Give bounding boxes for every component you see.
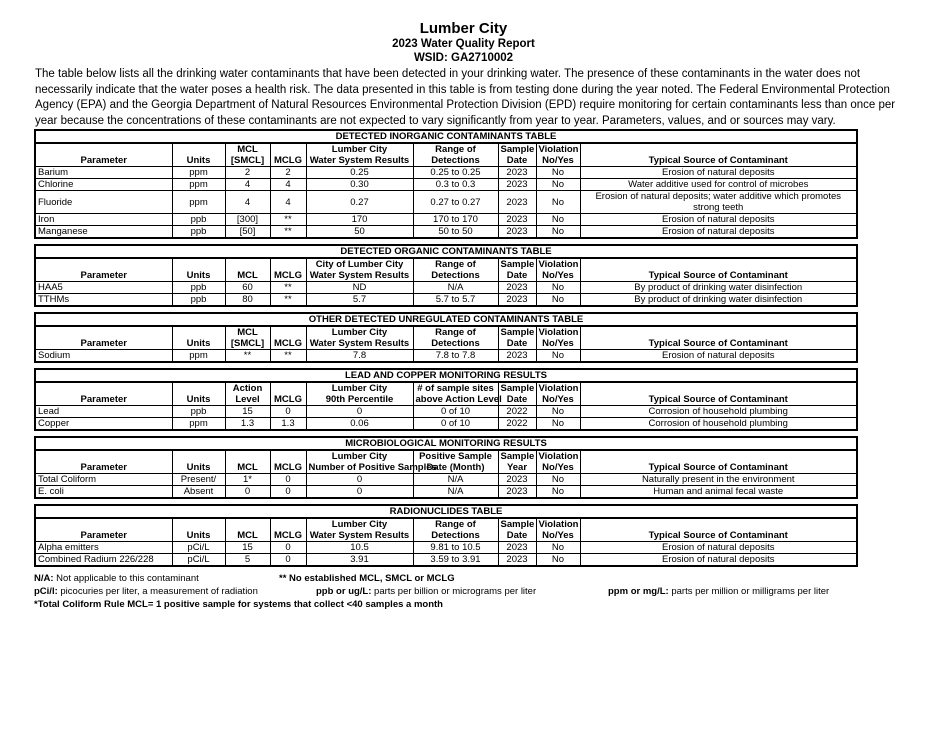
contaminant-table bbox=[34, 368, 858, 431]
table-cell: Present/ bbox=[172, 474, 225, 486]
table-cell: 0 bbox=[270, 486, 306, 499]
column-header bbox=[580, 518, 857, 530]
table-cell: 1.3 bbox=[270, 418, 306, 431]
column-header: Date bbox=[498, 155, 536, 167]
table-cell: 0 bbox=[306, 474, 413, 486]
column-header: No/Yes bbox=[536, 530, 580, 542]
table-cell: 0 bbox=[306, 486, 413, 499]
table-cell: No bbox=[536, 486, 580, 499]
column-header bbox=[35, 143, 172, 155]
table-cell: 0 of 10 bbox=[413, 406, 498, 418]
table-cell: 0 bbox=[270, 554, 306, 567]
column-header: Lumber City bbox=[306, 143, 413, 155]
table-cell: 0 bbox=[270, 542, 306, 554]
table-cell: 10.5 bbox=[306, 542, 413, 554]
table-cell: 0.27 bbox=[306, 191, 413, 214]
column-header bbox=[580, 258, 857, 270]
table-cell: 2023 bbox=[498, 474, 536, 486]
table-cell: [300] bbox=[225, 214, 270, 226]
column-header: Date bbox=[498, 338, 536, 350]
table-cell: Erosion of natural deposits bbox=[580, 214, 857, 226]
report-wsid: WSID: GA2710002 bbox=[413, 52, 514, 64]
table-cell: No bbox=[536, 226, 580, 239]
column-header: Sample bbox=[498, 518, 536, 530]
table-cell: 4 bbox=[225, 179, 270, 191]
table-cell: 50 to 50 bbox=[413, 226, 498, 239]
table-title: DETECTED ORGANIC CONTAMINANTS TABLE bbox=[35, 245, 857, 258]
table-row bbox=[35, 214, 857, 226]
table-cell: 2023 bbox=[498, 167, 536, 179]
table-title: MICROBIOLOGICAL MONITORING RESULTS bbox=[35, 437, 857, 450]
column-header: Units bbox=[172, 270, 225, 282]
table-cell: Total Coliform bbox=[35, 474, 172, 486]
contaminant-table bbox=[34, 504, 858, 567]
column-header: Units bbox=[172, 155, 225, 167]
column-header: No/Yes bbox=[536, 394, 580, 406]
table-cell: 2023 bbox=[498, 282, 536, 294]
table-cell: ppm bbox=[172, 191, 225, 214]
column-header: Typical Source of Contaminant bbox=[580, 270, 857, 282]
table-title: RADIONUCLIDES TABLE bbox=[35, 505, 857, 518]
table-cell: 2023 bbox=[498, 294, 536, 307]
column-header: Action bbox=[225, 382, 270, 394]
table-cell: N/A bbox=[413, 474, 498, 486]
column-header: Units bbox=[172, 394, 225, 406]
column-header: City of Lumber City bbox=[306, 258, 413, 270]
table-cell: 0 of 10 bbox=[413, 418, 498, 431]
column-header bbox=[172, 258, 225, 270]
table-cell: 50 bbox=[306, 226, 413, 239]
table-cell: 0.06 bbox=[306, 418, 413, 431]
table-cell: 80 bbox=[225, 294, 270, 307]
table-cell: Chlorine bbox=[35, 179, 172, 191]
table-cell: 7.8 to 7.8 bbox=[413, 350, 498, 363]
table-cell: [50] bbox=[225, 226, 270, 239]
contaminant-table bbox=[34, 244, 858, 307]
table-cell: Lead bbox=[35, 406, 172, 418]
table-cell: ** bbox=[270, 350, 306, 363]
column-header: Sample bbox=[498, 326, 536, 338]
column-header: Typical Source of Contaminant bbox=[580, 462, 857, 474]
column-header: [SMCL] bbox=[225, 338, 270, 350]
column-header bbox=[172, 326, 225, 338]
table-cell: pCi/L bbox=[172, 542, 225, 554]
table-cell: ** bbox=[270, 282, 306, 294]
table-cell: 0 bbox=[306, 406, 413, 418]
column-header bbox=[270, 382, 306, 394]
table-cell: 4 bbox=[225, 191, 270, 214]
column-header: MCLG bbox=[270, 462, 306, 474]
column-header: Sample bbox=[498, 143, 536, 155]
column-header bbox=[172, 450, 225, 462]
column-header: Lumber City bbox=[306, 382, 413, 394]
table-cell: No bbox=[536, 214, 580, 226]
column-header: Parameter bbox=[35, 530, 172, 542]
table-cell: 0 bbox=[270, 406, 306, 418]
column-header: Date (Month) bbox=[413, 462, 498, 474]
table-cell: ppb bbox=[172, 282, 225, 294]
table-row bbox=[35, 554, 857, 567]
column-header: Water System Results bbox=[306, 338, 413, 350]
table-cell: E. coli bbox=[35, 486, 172, 499]
table-cell: Water additive used for control of microbes bbox=[580, 179, 857, 191]
table-cell: ppb bbox=[172, 226, 225, 239]
column-header: Positive Sample bbox=[413, 450, 498, 462]
table-row bbox=[35, 474, 857, 486]
column-header bbox=[270, 258, 306, 270]
table-cell: 0.3 to 0.3 bbox=[413, 179, 498, 191]
column-header: Sample bbox=[498, 258, 536, 270]
column-header bbox=[270, 326, 306, 338]
table-cell: Combined Radium 226/228 bbox=[35, 554, 172, 567]
table-cell: Erosion of natural deposits bbox=[580, 542, 857, 554]
column-header: Year bbox=[498, 462, 536, 474]
footnotes bbox=[34, 572, 894, 611]
table-cell: ** bbox=[270, 294, 306, 307]
table-cell: 7.8 bbox=[306, 350, 413, 363]
table-cell: ppb bbox=[172, 294, 225, 307]
column-header: Range of bbox=[413, 518, 498, 530]
column-header: 90th Percentile bbox=[306, 394, 413, 406]
column-header: Level bbox=[225, 394, 270, 406]
table-cell: 170 to 170 bbox=[413, 214, 498, 226]
table-cell: 4 bbox=[270, 191, 306, 214]
table-cell: Alpha emitters bbox=[35, 542, 172, 554]
table-cell: HAA5 bbox=[35, 282, 172, 294]
column-header: Typical Source of Contaminant bbox=[580, 530, 857, 542]
column-header: MCL bbox=[225, 270, 270, 282]
table-cell: 1.3 bbox=[225, 418, 270, 431]
column-header: Units bbox=[172, 462, 225, 474]
footnote-no-established: ** No established MCL, SMCL or MCLG bbox=[279, 573, 455, 584]
column-header: [SMCL] bbox=[225, 155, 270, 167]
table-cell: 5.7 to 5.7 bbox=[413, 294, 498, 307]
table-cell: Iron bbox=[35, 214, 172, 226]
table-cell: ppm bbox=[172, 167, 225, 179]
column-header: Violation bbox=[536, 518, 580, 530]
table-cell: Corrosion of household plumbing bbox=[580, 418, 857, 431]
column-header bbox=[35, 258, 172, 270]
column-header: Lumber City bbox=[306, 326, 413, 338]
table-title: DETECTED INORGANIC CONTAMINANTS TABLE bbox=[35, 130, 857, 143]
table-cell: 2 bbox=[270, 167, 306, 179]
column-header: Date bbox=[498, 530, 536, 542]
column-header: Date bbox=[498, 270, 536, 282]
table-cell: Erosion of natural deposits bbox=[580, 226, 857, 239]
column-header: # of sample sites bbox=[413, 382, 498, 394]
column-header bbox=[35, 518, 172, 530]
column-header: Sample bbox=[498, 450, 536, 462]
column-header: No/Yes bbox=[536, 270, 580, 282]
table-cell: 2 bbox=[225, 167, 270, 179]
table-cell: 9.81 to 10.5 bbox=[413, 542, 498, 554]
column-header: MCLG bbox=[270, 155, 306, 167]
table-cell: No bbox=[536, 474, 580, 486]
table-row bbox=[35, 486, 857, 499]
table-cell: ** bbox=[270, 226, 306, 239]
table-cell: Naturally present in the environment bbox=[580, 474, 857, 486]
table-cell: 4 bbox=[270, 179, 306, 191]
column-header bbox=[35, 450, 172, 462]
column-header: MCLG bbox=[270, 530, 306, 542]
column-header: Detections bbox=[413, 530, 498, 542]
column-header bbox=[270, 518, 306, 530]
column-header: Typical Source of Contaminant bbox=[580, 338, 857, 350]
table-row bbox=[35, 226, 857, 239]
column-header: MCLG bbox=[270, 270, 306, 282]
column-header: Units bbox=[172, 338, 225, 350]
table-row bbox=[35, 418, 857, 431]
column-header: Parameter bbox=[35, 270, 172, 282]
report-title: Lumber City bbox=[419, 20, 508, 37]
table-cell: 2023 bbox=[498, 214, 536, 226]
footnote-na: N/A: Not applicable to this contaminant bbox=[34, 573, 199, 584]
table-row bbox=[35, 350, 857, 363]
table-row bbox=[35, 179, 857, 191]
table-cell: 0.25 bbox=[306, 167, 413, 179]
table-cell: 15 bbox=[225, 542, 270, 554]
column-header bbox=[172, 382, 225, 394]
column-header: MCLG bbox=[270, 394, 306, 406]
table-row bbox=[35, 167, 857, 179]
contaminant-table bbox=[34, 129, 858, 239]
column-header bbox=[225, 450, 270, 462]
column-header bbox=[270, 450, 306, 462]
table-cell: By product of drinking water disinfection bbox=[580, 294, 857, 307]
table-cell: No bbox=[536, 418, 580, 431]
table-cell: 2022 bbox=[498, 418, 536, 431]
table-cell: 3.59 to 3.91 bbox=[413, 554, 498, 567]
table-cell: ND bbox=[306, 282, 413, 294]
table-cell: No bbox=[536, 554, 580, 567]
table-row bbox=[35, 191, 857, 214]
column-header: above Action Level bbox=[413, 394, 498, 406]
column-header bbox=[225, 258, 270, 270]
table-cell: Copper bbox=[35, 418, 172, 431]
table-row bbox=[35, 542, 857, 554]
column-header: Water System Results bbox=[306, 155, 413, 167]
column-header: Detections bbox=[413, 270, 498, 282]
column-header: MCL bbox=[225, 462, 270, 474]
column-header: Violation bbox=[536, 382, 580, 394]
table-cell: No bbox=[536, 167, 580, 179]
column-header: Water System Results bbox=[306, 530, 413, 542]
table-cell: Fluoride bbox=[35, 191, 172, 214]
table-cell: 2023 bbox=[498, 350, 536, 363]
column-header: No/Yes bbox=[536, 462, 580, 474]
table-cell: 5.7 bbox=[306, 294, 413, 307]
column-header bbox=[225, 518, 270, 530]
table-cell: No bbox=[536, 294, 580, 307]
column-header: Violation bbox=[536, 143, 580, 155]
table-cell: 5 bbox=[225, 554, 270, 567]
column-header: Water System Results bbox=[306, 270, 413, 282]
table-cell: No bbox=[536, 350, 580, 363]
footnote-coliform: *Total Coliform Rule MCL= 1 positive sample for systems that collect <40 samples a month bbox=[34, 599, 443, 610]
table-cell: ppm bbox=[172, 179, 225, 191]
table-row bbox=[35, 406, 857, 418]
table-cell: N/A bbox=[413, 486, 498, 499]
column-header bbox=[580, 382, 857, 394]
column-header: Parameter bbox=[35, 155, 172, 167]
table-cell: No bbox=[536, 282, 580, 294]
column-header: Range of bbox=[413, 326, 498, 338]
column-header: Lumber City bbox=[306, 518, 413, 530]
table-cell: ppm bbox=[172, 350, 225, 363]
column-header bbox=[35, 326, 172, 338]
table-cell: Corrosion of household plumbing bbox=[580, 406, 857, 418]
column-header: Typical Source of Contaminant bbox=[580, 394, 857, 406]
tables-container bbox=[0, 129, 927, 567]
column-header bbox=[35, 382, 172, 394]
table-cell: Erosion of natural deposits; water additive which promotes strong teeth bbox=[580, 191, 857, 214]
column-header: MCL bbox=[225, 326, 270, 338]
table-cell: ppm bbox=[172, 418, 225, 431]
table-row bbox=[35, 282, 857, 294]
table-title: LEAD AND COPPER MONITORING RESULTS bbox=[35, 369, 857, 382]
column-header bbox=[580, 450, 857, 462]
table-cell: 2023 bbox=[498, 486, 536, 499]
column-header: Parameter bbox=[35, 394, 172, 406]
table-cell: TTHMs bbox=[35, 294, 172, 307]
table-row bbox=[35, 294, 857, 307]
table-cell: 1* bbox=[225, 474, 270, 486]
table-cell: 2023 bbox=[498, 554, 536, 567]
column-header: Range of bbox=[413, 258, 498, 270]
table-title: OTHER DETECTED UNREGULATED CONTAMINANTS TABLE bbox=[35, 313, 857, 326]
table-cell: pCi/L bbox=[172, 554, 225, 567]
footnote-ppb: ppb or ug/L: parts per billion or micrograms per liter bbox=[316, 586, 537, 597]
table-cell: 2022 bbox=[498, 406, 536, 418]
table-cell: Barium bbox=[35, 167, 172, 179]
table-cell: ** bbox=[225, 350, 270, 363]
column-header: Violation bbox=[536, 258, 580, 270]
table-cell: No bbox=[536, 191, 580, 214]
column-header: Parameter bbox=[35, 338, 172, 350]
table-cell: 0 bbox=[225, 486, 270, 499]
contaminant-table bbox=[34, 312, 858, 363]
column-header: Range of bbox=[413, 143, 498, 155]
column-header: Parameter bbox=[35, 462, 172, 474]
report-subtitle: 2023 Water Quality Report bbox=[392, 38, 535, 50]
column-header: Violation bbox=[536, 326, 580, 338]
table-cell: N/A bbox=[413, 282, 498, 294]
column-header bbox=[172, 143, 225, 155]
footnote-pci: pCi/l: picocuries per liter, a measurement of radiation bbox=[34, 586, 258, 597]
column-header bbox=[172, 518, 225, 530]
table-cell: 0.27 to 0.27 bbox=[413, 191, 498, 214]
column-header: Typical Source of Contaminant bbox=[580, 155, 857, 167]
intro-paragraph: The table below lists all the drinking water contaminants that have been detected in your drinking water. The presence of these contaminants in the water does not necessarily indicate that the water poses a health risk. The data presented in this table is from testing done during the year noted. The Federal Environmental Protection Agency (EPA) and the Georgia Department of Natural Resources Environmental Protection Division (EPD) require monitoring for certain contaminants less than once per year because the concentrations of these contaminants are not expected to vary significantly from year to year. Parameters, values, and or sources may vary. bbox=[35, 68, 896, 127]
table-cell: 15 bbox=[225, 406, 270, 418]
column-header: Units bbox=[172, 530, 225, 542]
column-header: MCL bbox=[225, 143, 270, 155]
column-header: Sample bbox=[498, 382, 536, 394]
table-cell: No bbox=[536, 179, 580, 191]
table-cell: Human and animal fecal waste bbox=[580, 486, 857, 499]
table-cell: By product of drinking water disinfection bbox=[580, 282, 857, 294]
table-cell: 60 bbox=[225, 282, 270, 294]
column-header: Violation bbox=[536, 450, 580, 462]
table-cell: No bbox=[536, 406, 580, 418]
table-cell: Absent bbox=[172, 486, 225, 499]
column-header: No/Yes bbox=[536, 155, 580, 167]
table-cell: No bbox=[536, 542, 580, 554]
table-cell: 0.25 to 0.25 bbox=[413, 167, 498, 179]
column-header: MCL bbox=[225, 530, 270, 542]
table-cell: 0 bbox=[270, 474, 306, 486]
table-cell: ppb bbox=[172, 214, 225, 226]
column-header bbox=[580, 326, 857, 338]
column-header: Date bbox=[498, 394, 536, 406]
table-cell: 2023 bbox=[498, 179, 536, 191]
table-cell: Erosion of natural deposits bbox=[580, 167, 857, 179]
table-cell: 170 bbox=[306, 214, 413, 226]
column-header bbox=[580, 143, 857, 155]
contaminant-table bbox=[34, 436, 858, 499]
table-cell: 3.91 bbox=[306, 554, 413, 567]
footnote-ppm: ppm or mg/L: parts per million or milligrams per liter bbox=[608, 586, 830, 597]
table-cell: 2023 bbox=[498, 226, 536, 239]
table-cell: 2023 bbox=[498, 191, 536, 214]
table-cell: Manganese bbox=[35, 226, 172, 239]
table-cell: 2023 bbox=[498, 542, 536, 554]
column-header: Detections bbox=[413, 338, 498, 350]
table-cell: Erosion of natural deposits bbox=[580, 554, 857, 567]
table-cell: 0.30 bbox=[306, 179, 413, 191]
report-header bbox=[0, 20, 927, 65]
table-cell: Erosion of natural deposits bbox=[580, 350, 857, 363]
column-header: No/Yes bbox=[536, 338, 580, 350]
column-header: Number of Positive Samples bbox=[306, 462, 413, 474]
column-header bbox=[270, 143, 306, 155]
column-header: Detections bbox=[413, 155, 498, 167]
column-header: Lumber City bbox=[306, 450, 413, 462]
table-cell: Sodium bbox=[35, 350, 172, 363]
table-cell: ** bbox=[270, 214, 306, 226]
table-cell: ppb bbox=[172, 406, 225, 418]
column-header: MCLG bbox=[270, 338, 306, 350]
